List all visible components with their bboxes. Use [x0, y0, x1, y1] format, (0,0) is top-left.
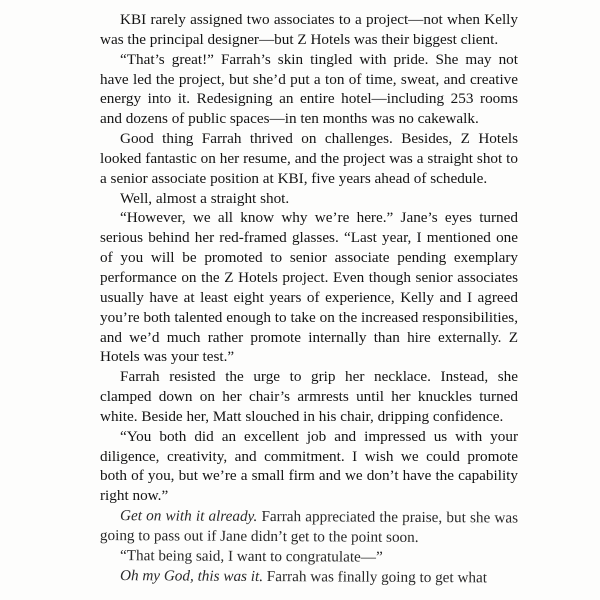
- paragraph: “You both did an excellent job and impressed us with your diligence, creativity, and commitment. I wish we could promote both of you, but we’re a small firm and we don’t have the capability right now.”: [100, 427, 518, 505]
- italic-thought: Oh my God, this was it.: [119, 566, 264, 585]
- italic-thought: Get on with it already.: [120, 507, 258, 526]
- paragraph: [100, 566, 518, 588]
- body-text: [100, 10, 518, 585]
- paragraph: “That being said, I want to congratulate—”: [119, 546, 383, 566]
- paragraph-text: Farrah appreciated the praise, but she was going to pass out if Jane didn’t get to the point soon.: [99, 508, 519, 546]
- paragraph-text: Farrah was finally going to get what: [262, 567, 488, 586]
- paragraph: KBI rarely assigned two associates to a project—not when Kelly was the principal designer—but Z Hotels was their biggest client.: [100, 11, 518, 48]
- paragraph: Good thing Farrah thrived on challenges. Besides, Z Hotels looked fantastic on her resume, and the project was a straight shot to a senior associate position at KBI, five years ahead of schedule.: [100, 130, 518, 187]
- paragraph: “However, we all know why we’re here.” Jane’s eyes turned serious behind her red-framed glasses. “Last year, I mentioned one of you will be promoted to senior associate pending exemplary performance on the Z Hotels project. Even though senior associates usually have at least eight years of experience, Kelly and I agreed you’re both talented enough to take on the increased responsibilities, and we’d much rather promote internally than hire externally. Z Hotels was your test.”: [100, 209, 518, 366]
- paragraph: [100, 506, 518, 548]
- paragraph: “That’s great!” Farrah’s skin tingled with pride. She may not have led the project, but she’d put a ton of time, sweat, and creative energy into it. Redesigning an entire hotel—including 253 rooms and dozens of public spaces—in ten months was no cakewalk.: [100, 50, 518, 128]
- paragraph: Farrah resisted the urge to grip her necklace. Instead, she clamped down on her chair’s armrests until her knuckles turned white. Beside her, Matt slouched in his chair, dripping confidence.: [100, 368, 518, 425]
- paragraph: Well, almost a straight shot.: [120, 189, 290, 207]
